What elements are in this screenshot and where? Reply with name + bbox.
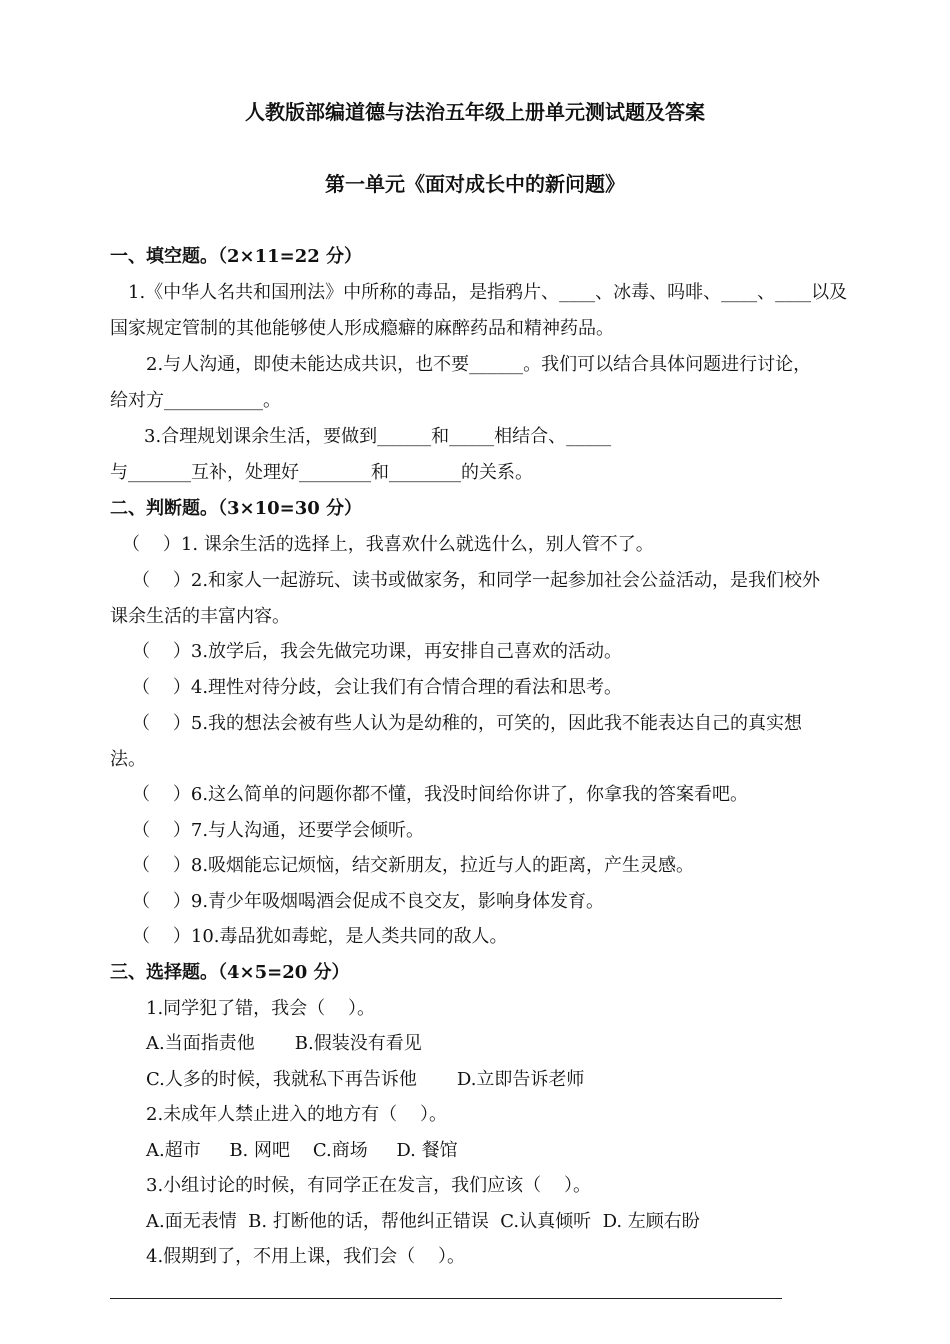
fill-in-q2-line1: 2.与人沟通，即使未能达成共识，也不要______。我们可以结合具体问题进行讨论， bbox=[146, 354, 812, 375]
choice-question: 1.同学犯了错，我会（ ）。 bbox=[146, 998, 376, 1019]
true-false-item: （ ）9.青少年吸烟喝酒会促成不良交友，影响身体发育。 bbox=[132, 891, 605, 912]
true-false-item: （ ）7.与人沟通，还要学会倾听。 bbox=[132, 820, 425, 841]
choice-question: 4.假期到了，不用上课，我们会（ ）。 bbox=[146, 1246, 466, 1267]
page-bottom-rule bbox=[110, 1298, 782, 1299]
choice-options: A.面无表情 B. 打断他的话，帮他纠正错误 C.认真倾听 D. 左顾右盼 bbox=[146, 1211, 700, 1232]
fill-in-q3-line2: 与_______互补，处理好________和________的关系。 bbox=[110, 462, 533, 483]
true-false-item: （ ）1. 课余生活的选择上，我喜欢什么就选什么，别人管不了。 bbox=[122, 534, 654, 555]
choice-options: A.当面指责他 B.假装没有看见 bbox=[146, 1033, 422, 1054]
true-false-item: （ ）8.吸烟能忘记烦恼，结交新朋友，拉近与人的距离，产生灵感。 bbox=[132, 855, 695, 876]
true-false-item: （ ）5.我的想法会被有些人认为是幼稚的，可笑的，因此我不能表达自己的真实想 bbox=[132, 713, 803, 734]
fill-in-q1-line2: 国家规定管制的其他能够使人形成瘾癖的麻醉药品和精神药品。 bbox=[110, 318, 614, 339]
choice-question: 2.未成年人禁止进入的地方有（ ）。 bbox=[146, 1104, 448, 1125]
section-fill-in-heading: 一、填空题。（2×11=22 分） bbox=[110, 246, 363, 267]
true-false-item: （ ）4.理性对待分歧，会让我们有合情合理的看法和思考。 bbox=[132, 677, 623, 698]
document-title: 人教版部编道德与法治五年级上册单元测试题及答案 bbox=[245, 100, 705, 124]
choice-options: A.超市 B. 网吧 C.商场 D. 餐馆 bbox=[146, 1140, 458, 1161]
fill-in-q2-line2: 给对方___________。 bbox=[110, 390, 281, 411]
true-false-item-continued: 法。 bbox=[110, 749, 146, 770]
section-true-false-heading: 二、判断题。（3×10=30 分） bbox=[110, 498, 363, 519]
true-false-item: （ ）3.放学后，我会先做完功课，再安排自己喜欢的活动。 bbox=[132, 641, 623, 662]
section-multiple-choice-heading: 三、选择题。（4×5=20 分） bbox=[110, 962, 350, 983]
fill-in-q3-line1: 3.合理规划课余生活，要做到______和_____相结合、_____ bbox=[144, 426, 612, 447]
true-false-item: （ ）2.和家人一起游玩、读书或做家务，和同学一起参加社会公益活动，是我们校外 bbox=[132, 570, 821, 591]
choice-options: C.人多的时候，我就私下再告诉他 D.立即告诉老师 bbox=[146, 1069, 585, 1090]
true-false-item: （ ）10.毒品犹如毒蛇，是人类共同的敌人。 bbox=[132, 926, 508, 947]
unit-title: 第一单元《面对成长中的新问题》 bbox=[325, 172, 625, 196]
true-false-item-continued: 课余生活的丰富内容。 bbox=[110, 606, 290, 627]
choice-question: 3.小组讨论的时候，有同学正在发言，我们应该（ ）。 bbox=[146, 1175, 592, 1196]
true-false-item: （ ）6.这么简单的问题你都不懂，我没时间给你讲了，你拿我的答案看吧。 bbox=[132, 784, 749, 805]
fill-in-q1-line1: 1.《中华人名共和国刑法》中所称的毒品，是指鸦片、____、冰毒、吗啡、____、____以及 bbox=[128, 282, 848, 303]
